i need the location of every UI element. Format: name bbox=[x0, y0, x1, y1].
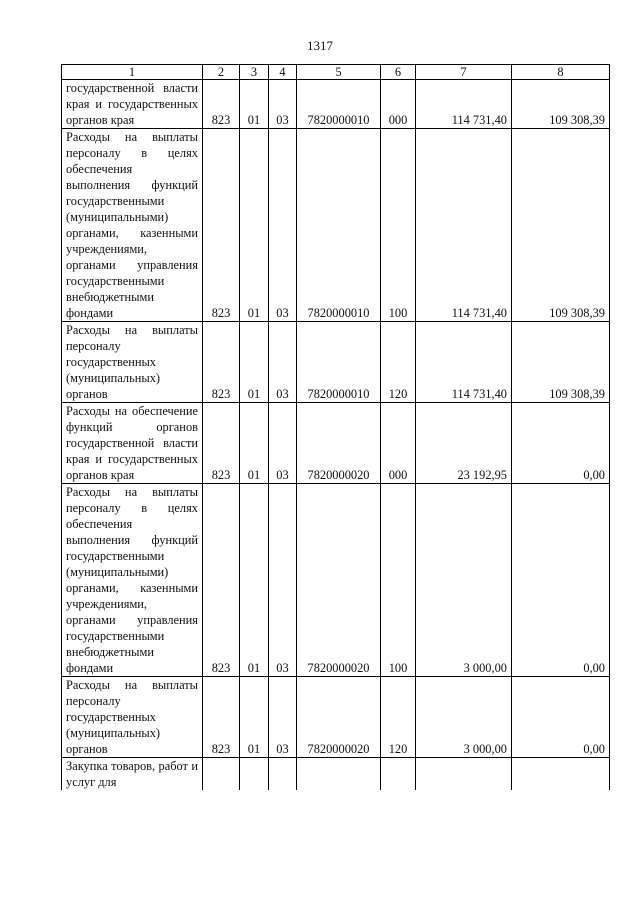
amount-cell-col7 bbox=[416, 758, 512, 791]
amount-cell-col7: 114 731,40 bbox=[416, 80, 512, 129]
target-article-cell: 7820000020 bbox=[297, 677, 381, 758]
table-row bbox=[62, 758, 610, 791]
column-header: 7 bbox=[416, 65, 512, 80]
expense-type-cell: 000 bbox=[381, 403, 416, 484]
target-article-cell: 7820000010 bbox=[297, 80, 381, 129]
admin-code-cell: 823 bbox=[203, 322, 240, 403]
subsection-cell: 03 bbox=[269, 129, 297, 322]
admin-code-cell: 823 bbox=[203, 403, 240, 484]
amount-cell-col8: 109 308,39 bbox=[512, 322, 610, 403]
admin-code-cell: 823 bbox=[203, 80, 240, 129]
admin-code-cell bbox=[203, 758, 240, 791]
admin-code-cell: 823 bbox=[203, 484, 240, 677]
expense-type-cell: 120 bbox=[381, 322, 416, 403]
row-description: Расходы на выплаты персоналу государственных (муниципальных) органов bbox=[62, 322, 203, 403]
amount-cell-col8: 109 308,39 bbox=[512, 129, 610, 322]
page-number: 1317 bbox=[307, 38, 333, 53]
table-row bbox=[62, 80, 610, 129]
amount-cell-col8: 0,00 bbox=[512, 403, 610, 484]
subsection-cell: 03 bbox=[269, 80, 297, 129]
admin-code-cell: 823 bbox=[203, 129, 240, 322]
subsection-cell bbox=[269, 758, 297, 791]
column-header: 5 bbox=[297, 65, 381, 80]
section-cell: 01 bbox=[240, 484, 269, 677]
target-article-cell: 7820000010 bbox=[297, 129, 381, 322]
amount-cell-col8: 109 308,39 bbox=[512, 80, 610, 129]
header-row bbox=[62, 65, 610, 80]
expense-type-cell: 120 bbox=[381, 677, 416, 758]
amount-cell-col8: 0,00 bbox=[512, 484, 610, 677]
amount-cell-col8: 0,00 bbox=[512, 677, 610, 758]
target-article-cell: 7820000010 bbox=[297, 322, 381, 403]
table-row bbox=[62, 677, 610, 758]
column-header: 2 bbox=[203, 65, 240, 80]
column-header: 4 bbox=[269, 65, 297, 80]
subsection-cell: 03 bbox=[269, 403, 297, 484]
table-row bbox=[62, 322, 610, 403]
row-description: Расходы на обеспечение функций органов государственной власти края и государственных органов края bbox=[62, 403, 203, 484]
section-cell: 01 bbox=[240, 129, 269, 322]
section-cell: 01 bbox=[240, 403, 269, 484]
subsection-cell: 03 bbox=[269, 484, 297, 677]
row-description: Расходы на выплаты персоналу государственных (муниципальных) органов bbox=[62, 677, 203, 758]
admin-code-cell: 823 bbox=[203, 677, 240, 758]
column-header: 1 bbox=[62, 65, 203, 80]
subsection-cell: 03 bbox=[269, 322, 297, 403]
amount-cell-col7: 3 000,00 bbox=[416, 677, 512, 758]
budget-table bbox=[61, 64, 610, 790]
column-header: 3 bbox=[240, 65, 269, 80]
amount-cell-col7: 23 192,95 bbox=[416, 403, 512, 484]
amount-cell-col8 bbox=[512, 758, 610, 791]
target-article-cell: 7820000020 bbox=[297, 403, 381, 484]
expense-type-cell bbox=[381, 758, 416, 791]
expense-type-cell: 100 bbox=[381, 129, 416, 322]
section-cell: 01 bbox=[240, 322, 269, 403]
target-article-cell: 7820000020 bbox=[297, 484, 381, 677]
column-header: 8 bbox=[512, 65, 610, 80]
expense-type-cell: 100 bbox=[381, 484, 416, 677]
table-row bbox=[62, 129, 610, 322]
row-description: Расходы на выплаты персоналу в целях обеспечения выполнения функций государственными (муниципальными) органами, казенными учреждениями, органами управления государственными внебюджетными фондами bbox=[62, 484, 203, 677]
row-description: Закупка товаров, работ и услуг для bbox=[62, 758, 203, 791]
section-cell: 01 bbox=[240, 677, 269, 758]
expense-type-cell: 000 bbox=[381, 80, 416, 129]
table-row bbox=[62, 484, 610, 677]
row-description: Расходы на выплаты персоналу в целях обеспечения выполнения функций государственными (муниципальными) органами, казенными учреждениями, органами управления государственными внебюджетными фондами bbox=[62, 129, 203, 322]
column-header: 6 bbox=[381, 65, 416, 80]
row-description: государственной власти края и государственных органов края bbox=[62, 80, 203, 129]
amount-cell-col7: 114 731,40 bbox=[416, 129, 512, 322]
table-row bbox=[62, 403, 610, 484]
target-article-cell bbox=[297, 758, 381, 791]
section-cell bbox=[240, 758, 269, 791]
amount-cell-col7: 3 000,00 bbox=[416, 484, 512, 677]
subsection-cell: 03 bbox=[269, 677, 297, 758]
amount-cell-col7: 114 731,40 bbox=[416, 322, 512, 403]
section-cell: 01 bbox=[240, 80, 269, 129]
